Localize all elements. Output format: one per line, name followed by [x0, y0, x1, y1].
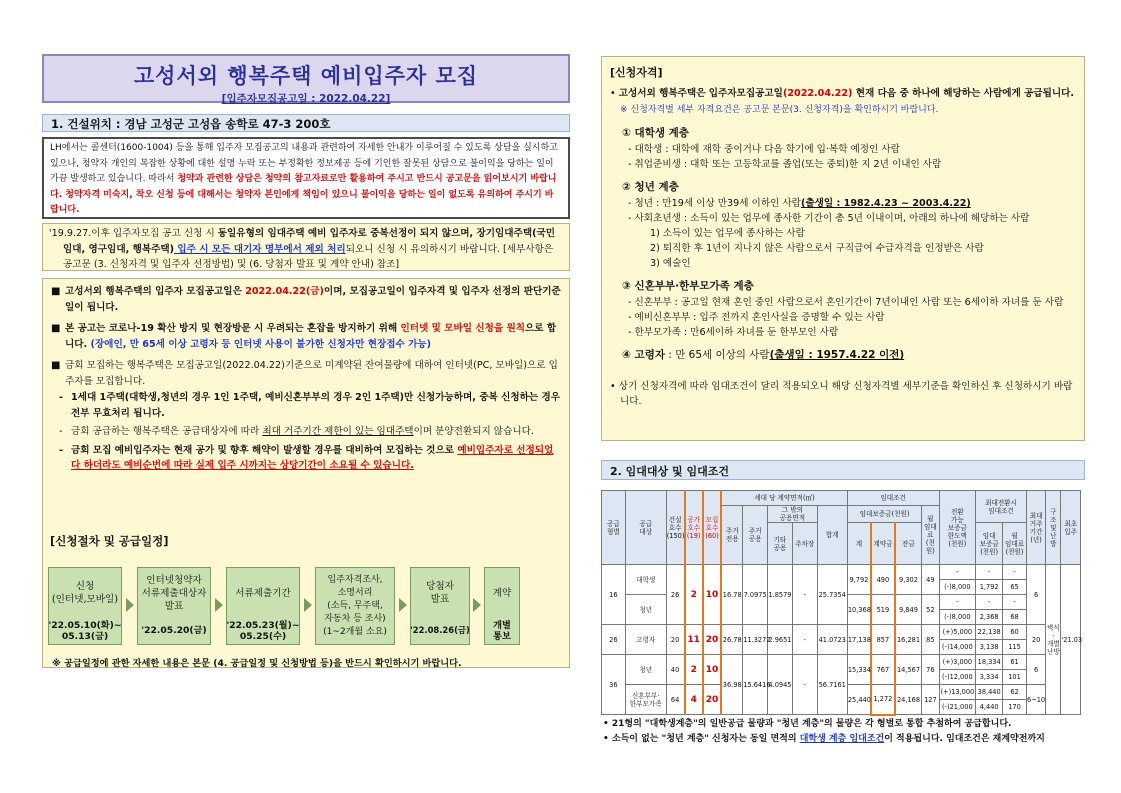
cell-type: 36	[602, 655, 626, 715]
hdr-conv-avail: 전환 가능 보증금 한도액 (천원)	[939, 491, 976, 565]
intro-text: 고성서외 행복주택은 입주자모집공고일	[618, 88, 783, 99]
rent-section-title: 2. 임대대상 및 임대조건	[601, 460, 1085, 480]
cell-down: 519	[871, 595, 895, 625]
table-note-2	[603, 731, 1045, 744]
cell-conv-mon: -	[1003, 595, 1027, 610]
hdr-common: 주거 공용	[743, 506, 768, 565]
cell-balance: 16,281	[895, 625, 922, 655]
cell-stay: 20	[1026, 625, 1045, 655]
cell-vacant: 4	[685, 685, 703, 715]
cell-common: 15.6416	[743, 655, 768, 715]
cell-conv-avail: (-)8,000	[939, 610, 976, 625]
bullet-3-text: 금회 모집하는 행복주택은 모집공고일(2022.04.22)기준으로 미계약된 잔여물량에 대하여 인터넷(PC, 모바일)으로 입주자를 모집합니다.	[65, 360, 558, 387]
cell-conv-mon: 101	[1003, 670, 1027, 685]
step-winner	[410, 567, 470, 645]
sub-bullet-3-text: 금회 모집 예비입주자는 현재 공가 및 향후 해약이 발생할 경우를 대비하여 모집하는 것으로	[71, 444, 458, 456]
qualification-footer	[610, 379, 1076, 409]
cell-balance: 14,567	[895, 655, 922, 685]
duplicate-notice-t1: '19.9.27.이후 입주자모집 공고 신청 시	[49, 228, 218, 239]
cell-conv-mon: 115	[1003, 640, 1027, 655]
step-apply-label: 신청 (인터넷,모바일)	[51, 581, 119, 605]
table-note-2-text: • 소득이 없는 "청년 계층" 신청자는 동일 면적의	[603, 734, 800, 744]
duplicate-notice-t4: 되오니 신청 시 유의하시기 바랍니다. [세부사항은 공고문 (3. 신청자격 및 입주자 선정방법) 및 (6. 당첨자 발표 및 계약 안내) 참조]	[63, 243, 554, 270]
elderly-title: ④ 고령자	[622, 349, 665, 361]
group-youth-sub-2: 2) 퇴직한 후 1년이 지나지 않은 사람으로서 구직급여 수급자격을 인정받은 사람	[650, 243, 984, 254]
hdr-balance: 잔금	[895, 523, 922, 565]
table-note-2-text-b: 이 적용됩니다. 임대조건은 재계약전까지	[884, 734, 1045, 744]
cell-target: 대학생	[625, 565, 666, 595]
hdr-vacant: 공가 호수 (19)	[685, 491, 703, 565]
dot-bullet-icon: •	[610, 381, 619, 392]
cell-target: 신혼부부· 한부모가족	[625, 685, 666, 715]
sub-bullet-2-underline: 최대 거주기간 제한이 있는 임대주택	[262, 426, 414, 437]
bullet-1-text: 고성서외 행복주택의 입주자 모집공고일은	[65, 286, 246, 297]
cell-conv-avail: (-)8,000	[939, 580, 976, 595]
hdr-monthly: 월 임대료 (천원)	[922, 506, 939, 565]
step-doc-submit-label: 서류제출기간	[235, 587, 291, 599]
cell-recruit: 10	[703, 565, 721, 625]
cell-sum: 56.7161	[817, 655, 847, 715]
youth-birth: (출생일 : 1982.4.23 ~ 2003.4.22)	[800, 198, 971, 209]
cell-type: 26	[602, 625, 626, 655]
cell-parking: -	[792, 565, 817, 625]
cell-conv-avail: (-)12,000	[939, 670, 976, 685]
cell-target: 청년	[625, 595, 666, 625]
cell-structure: 벽식 · 개별 난방	[1046, 565, 1061, 715]
group-newlywed-line-1: - 신혼부부 : 공고일 현재 혼인 중인 사람으로서 혼인기간이 7년이내인 사람 또는 6세이하 자녀를 둔 사람	[628, 297, 1064, 308]
hdr-excl: 주거 전용	[721, 506, 743, 565]
step-contract-date: 개별 통보	[493, 619, 511, 642]
hdr-first: 최초 입주	[1061, 491, 1081, 565]
cell-conv-dep: 18,334	[976, 655, 1003, 670]
cell-balance: 9,302	[895, 565, 922, 595]
bullet-2-red: 인터넷 및 모바일 신청을 원칙	[400, 323, 526, 334]
group-newlywed-line-3: - 한부모가족 : 만6세이하 자녀를 둔 한부모인 사람	[628, 327, 839, 338]
cell-parking: -	[792, 625, 817, 655]
cell-total: 15,334	[847, 655, 871, 685]
step-winner-label: 당첨자 발표	[426, 581, 454, 605]
cell-monthly: 49	[922, 565, 939, 595]
cell-excl: 26.78	[721, 625, 743, 655]
hdr-other-group: 그 밖의 공용면적	[768, 506, 818, 523]
cell-conv-avail: (-)21,000	[939, 700, 976, 715]
sub-bullet-2-text-b: 이며 분양전환되지 않습니다.	[413, 426, 534, 437]
cell-balance: 9,849	[895, 595, 922, 625]
table-row	[602, 565, 1081, 580]
bullet-1-text-b: 이며, 모집공고일이 입주자격 및 입주자 선정의 판단기준일이 됩니다.	[65, 286, 561, 313]
bullet-1	[51, 284, 561, 315]
qualification-footer-text: 상기 신청자격에 따라 임대조건이 달리 적용되오니 해당 신청자격별 세부기준을 확인하신 후 신청하시기 바랍니다.	[618, 381, 1073, 407]
cell-conv-mon: 61	[1003, 655, 1027, 670]
hdr-structure: 구 조 및 난 방	[1046, 491, 1061, 565]
page-subtitle: [입주자모집공고일 : 2022.04.22]	[221, 93, 391, 105]
cell-total: 10,368	[847, 595, 871, 625]
group-student-line-2: - 취업준비생 : 대학 또는 고등학교를 졸업(또는 중퇴)한 지 2년 이내인 사람	[628, 159, 942, 170]
cell-monthly: 76	[922, 655, 939, 685]
hdr-max-stay: 최대 거주 기간 (년)	[1026, 491, 1045, 565]
cell-excl: 36.98	[721, 655, 743, 715]
rent-header-row-1	[602, 491, 1081, 506]
cell-conv-dep: 4,440	[976, 700, 1003, 715]
hdr-sum: 합계	[817, 506, 847, 565]
duplicate-notice	[42, 223, 570, 271]
cell-common: 7.0975	[743, 565, 768, 625]
qualification-intro	[610, 86, 1076, 118]
cell-conv-dep: -	[976, 595, 1003, 610]
cell-conv-mon: 60	[1003, 625, 1027, 640]
group-youth-heading: ② 청년 계층	[622, 181, 679, 193]
cell-monthly: 85	[922, 625, 939, 655]
cell-monthly: 127	[922, 685, 939, 715]
cell-target: 청년	[625, 655, 666, 685]
cell-target: 고령자	[625, 625, 666, 655]
cell-conv-avail: (+)3,000	[939, 655, 976, 670]
sub-bullet-2: - 금회 공급하는 행복주택은 공급대상자에 따라 최대 거주기간 제한이 있는 임대주택이며 분양전환되지 않습니다.	[59, 426, 534, 437]
hdr-deposit-group: 임대보증금(천원)	[847, 506, 921, 523]
cell-stay: 6	[1026, 655, 1045, 685]
bullet-3	[51, 358, 561, 389]
table-note-1: • 21형의 "대학생계층"의 일반공급 물량과 "청년 계층"의 물량은 각 형별로 통합 추첨하여 공급합니다.	[603, 719, 1012, 729]
group-youth-sub-1: 1) 소득이 있는 업무에 종사하는 사람	[650, 228, 805, 239]
group-elderly-heading	[622, 348, 1076, 363]
cell-conv-avail: -	[939, 565, 976, 580]
cell-conv-dep: 3,334	[976, 670, 1003, 685]
cell-monthly: 52	[922, 595, 939, 625]
intro-note: ※ 신청자격별 세부 자격요건은 공고문 본문(3. 신청자격)을 확인하시기 바랍니다.	[620, 105, 939, 115]
cell-recruit: 10	[703, 655, 721, 685]
cell-other: 1.8579	[768, 565, 793, 625]
table-note-2-blue: 대학생 계층 임대조건	[799, 734, 885, 744]
cell-other: 2.9651	[768, 625, 793, 655]
cell-conv-dep: 3,138	[976, 640, 1003, 655]
step-apply	[48, 567, 122, 645]
hdr-other: 기타 공용	[768, 523, 793, 565]
step-doc-announce-label: 인터넷청약자 서류제출대상자 발표	[141, 574, 207, 612]
cell-vacant: 2	[685, 655, 703, 685]
group-youth-line-2: - 사회초년생 : 소득이 있는 업무에 종사한 기간이 총 5년 이내이며, 아래의 하나에 해당하는 사람	[628, 213, 1030, 224]
cell-conv-mon: 65	[1003, 580, 1027, 595]
elderly-birth: (출생일 : 1957.4.22 이전)	[769, 349, 905, 361]
cell-conv-avail: (+)13,000	[939, 685, 976, 700]
hdr-area: 세대 당 계약면적(㎡)	[721, 491, 847, 506]
duplicate-notice-t3: 입주 시 모든 대기자 명부에서 제외 처리	[174, 243, 346, 255]
cell-vacant: 2	[685, 565, 703, 625]
arrow-right-icon	[304, 598, 312, 612]
arrow-right-icon	[215, 598, 223, 612]
process-heading: [신청절차 및 공급일정]	[50, 534, 169, 548]
hdr-built: 건설 호수 (150)	[666, 491, 684, 565]
sub-bullet-2-text: 금회 공급하는 행복주택은 공급대상자에 따라	[71, 426, 263, 437]
cell-common: 11.3272	[743, 625, 768, 655]
sub-bullet-1: - 1세대 1주택(대학생,청년의 경우 1인 1주택, 예비신혼부부의 경우 2인 1주택)만 신청가능하며, 중복 신청하는 경우 전부 무효처리 됩니다.	[59, 390, 561, 421]
step-doc-submit-date: '22.05.23(월)~ 05.25(수)	[226, 619, 300, 642]
cell-built: 64	[666, 685, 684, 715]
elderly-text: : 만 65세 이상의 사람	[664, 349, 770, 361]
notice-box	[42, 137, 570, 219]
cell-conv-dep: 2,368	[976, 610, 1003, 625]
notice-warning: 청약과 관련한 상담은 청약의 참고자료로만 활용하여 주시고 반드시 공고문을 읽어보시기 바랍니다. 청약자격 미숙지, 착오 신청 등에 대해서는 청약자 본인에게 책임이 있으니 불이익을 당하는 일이 없도록 유의하여 주시기 바랍니다.	[50, 174, 557, 215]
cell-conv-dep: -	[976, 565, 1003, 580]
table-row	[602, 655, 1081, 670]
square-bullet-icon: ■	[51, 323, 61, 334]
group-youth-line-1	[628, 196, 1076, 211]
bullet-2-text: 본 공고는 코로나-19 확산 방지 및 현장방문 시 우려되는 혼잡을 방지하기 위해	[65, 323, 401, 334]
arrow-right-icon	[126, 598, 134, 612]
cell-stay: 6	[1026, 565, 1045, 625]
notice-text: LH에서는 콜센터(1600-1004) 등을 통해 입주자 모집공고의 내용과 관련하여 자세한 안내가 이루어질 수 있도록 상담을 실시하고 있으나, 청약자 개인의 복잡한 상황에 대한 설명 누락 또는 부정확한 정보제공 등에 기인한 잘못된 상담으로 불이익을 당하는 일이 가끔 발생하고 있습니다. 따라서	[50, 143, 558, 184]
intro-text-b: 현재 다음 중 하나에 해당하는 사람에게 공급됩니다.	[852, 88, 1075, 99]
process-note: ※ 공급일정에 관한 자세한 내용은 본문 (4. 공급일정 및 신청방법 등)을 반드시 확인하시기 바랍니다.	[52, 658, 462, 669]
step-winner-date: '22.08.26(금)	[410, 625, 470, 636]
youth-text: - 청년 : 만19세 이상 만39세 이하인 사람	[628, 198, 801, 209]
cell-down: 490	[871, 565, 895, 595]
arrow-right-icon	[473, 598, 481, 612]
step-doc-announce-date: '22.05.20(금)	[141, 625, 207, 637]
cell-down: 1,272	[871, 685, 895, 715]
step-doc-submit	[226, 567, 300, 645]
bullet-1-date: 2022.04.22(금)	[245, 286, 324, 297]
bullet-2-blue: (장애인, 만 65세 이상 고령자 등 인터넷 사용이 불가한 신청자만 현장접수 가능)	[90, 338, 432, 350]
cell-total: 25,440	[847, 685, 871, 715]
cell-conv-mon: 170	[1003, 700, 1027, 715]
step-review	[315, 567, 395, 645]
cell-down: 857	[871, 625, 895, 655]
cell-parking: -	[792, 655, 817, 715]
qualification-box	[601, 56, 1085, 441]
cell-sum: 25.7354	[817, 565, 847, 625]
cell-down: 767	[871, 655, 895, 685]
cell-other: 4.0945	[768, 655, 793, 715]
bullet-2-text-b: 으로 합니다.	[65, 323, 557, 350]
duplicate-notice-t2: 동일유형의 임대주택 예비 입주자로 중복선정이 되지 않으며, 장기임대주택(국민임대, 영구임대, 행복주택)	[63, 228, 556, 255]
group-student-line-1: - 대학생 : 대학에 재학 중이거나 다음 학기에 입·복학 예정인 사람	[628, 144, 900, 155]
hdr-target: 공급 대상	[625, 491, 666, 565]
group-student-heading: ① 대학생 계층	[622, 127, 689, 139]
page-title: 고성서외 행복주택 예비입주자 모집	[133, 64, 479, 88]
cell-built: 40	[666, 655, 684, 685]
cell-excl: 16.78	[721, 565, 743, 625]
hdr-parking: 주차장	[792, 523, 817, 565]
cell-recruit: 20	[703, 625, 721, 655]
sub-bullet-1-text: 1세대 1주택(대학생,청년의 경우 1인 1주택, 예비신혼부부의 경우 2인 1주택)만 신청가능하며, 중복 신청하는 경우 전부 무효처리 됩니다.	[71, 392, 561, 419]
hdr-total: 계	[847, 523, 871, 565]
cell-total: 17,138	[847, 625, 871, 655]
hdr-recruit: 모집 호수 (60)	[703, 491, 721, 565]
step-contract	[484, 567, 520, 645]
cell-balance: 24,168	[895, 685, 922, 715]
cell-conv-avail: -	[939, 595, 976, 610]
cell-conv-dep: 1,792	[976, 580, 1003, 595]
cell-built: 26	[666, 565, 684, 625]
cell-conv-avail: (+)5,000	[939, 625, 976, 640]
intro-date: (2022.04.22)	[782, 88, 853, 99]
location-bar: 1. 건설위치 : 경남 고성군 고성읍 송학로 47-3 200호	[42, 114, 570, 132]
group-newlywed-heading: ③ 신혼부부·한부모가족 계층	[622, 280, 754, 292]
rent-table	[601, 490, 1081, 716]
group-youth-sub-3: 3) 예술인	[650, 258, 691, 269]
cell-type: 16	[602, 565, 626, 625]
cell-conv-mon: 62	[1003, 685, 1027, 700]
cell-conv-mon: -	[1003, 565, 1027, 580]
cell-stay: 6~10	[1026, 685, 1045, 715]
table-row	[602, 625, 1081, 640]
cell-conv-dep: 38,440	[976, 685, 1003, 700]
qualification-title: [신청자격]	[610, 66, 663, 79]
arrow-right-icon	[399, 598, 407, 612]
square-bullet-icon: ■	[51, 286, 61, 297]
dot-bullet-icon: •	[610, 88, 619, 99]
hdr-type: 공급 형별	[602, 491, 626, 565]
bullet-2	[51, 321, 561, 352]
hdr-down: 계약금	[871, 523, 895, 565]
hdr-conv-group: 최대전환시 임대조건	[976, 491, 1027, 523]
group-newlywed-line-2: - 예비신혼부부 : 입주 전까지 혼인사실을 증명할 수 있는 사람	[628, 312, 885, 323]
step-contract-label: 계약	[492, 587, 512, 599]
cell-conv-avail: (-)14,000	[939, 640, 976, 655]
cell-vacant: 11	[685, 625, 703, 655]
hdr-conv-mon: 월 임대료 (천원)	[1003, 523, 1027, 565]
cell-sum: 41.0723	[817, 625, 847, 655]
title-box	[42, 54, 570, 103]
cell-built: 20	[666, 625, 684, 655]
cell-recruit: 20	[703, 685, 721, 715]
sub-bullet-3: - 금회 모집 예비입주자는 현재 공가 및 향후 해약이 발생할 경우를 대비하여 모집하는 것으로 예비입주자로 선정되었다 하더라도 예비순번에 따라 실제 입주 시까지는 상당기간이 소요될 수 있습니다.	[59, 444, 554, 471]
cell-first: '21.03	[1061, 565, 1081, 715]
cell-conv-mon: 68	[1003, 610, 1027, 625]
hdr-rent-group: 임대조건	[847, 491, 939, 506]
square-bullet-icon: ■	[51, 360, 61, 371]
step-doc-announce	[137, 567, 211, 645]
sub-bullet-3-red: 예비입주자로 선정되었다 하더라도 예비순번에 따라 실제 입주 시까지는 상당기간이 소요될 수 있습니다.	[71, 444, 554, 471]
hdr-conv-dep: 임대 보증금 (천원)	[976, 523, 1003, 565]
step-review-label: 입주자격조사, 소명서리 (소득, 무주택, 자동차 등 조사) (1~2개월 소요)	[323, 574, 387, 637]
cell-total: 9,792	[847, 565, 871, 595]
cell-conv-dep: 22,138	[976, 625, 1003, 640]
step-apply-date: '22.05.10(화)~ 05.13(금)	[48, 619, 122, 642]
